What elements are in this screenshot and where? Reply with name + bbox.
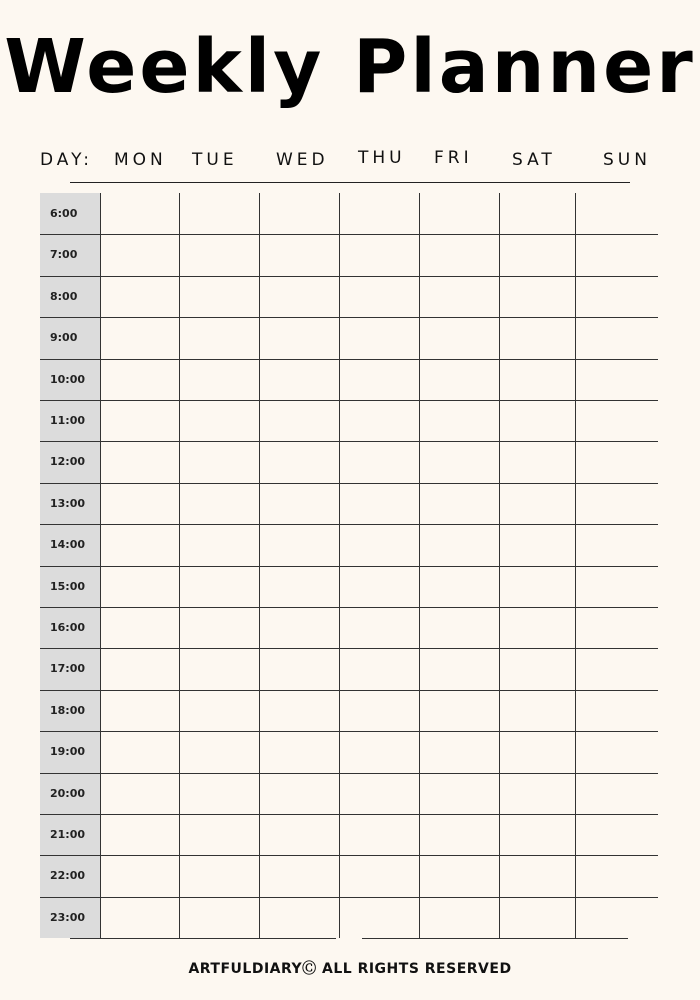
day-header-row <box>0 146 700 176</box>
row-divider <box>40 400 658 401</box>
time-label: 9:00 <box>50 331 78 344</box>
time-label: 22:00 <box>50 869 86 882</box>
row-divider <box>40 897 658 898</box>
row-divider <box>40 359 658 360</box>
time-label: 8:00 <box>50 290 78 303</box>
row-divider <box>40 690 658 691</box>
day-label-fri: FRI <box>434 148 473 168</box>
time-label: 12:00 <box>50 455 86 468</box>
time-label: 21:00 <box>50 828 86 841</box>
row-divider <box>40 648 658 649</box>
day-label-sat: SAT <box>512 150 556 170</box>
row-divider <box>40 814 658 815</box>
time-label: 13:00 <box>50 497 86 510</box>
time-label: 16:00 <box>50 621 86 634</box>
time-label: 11:00 <box>50 414 86 427</box>
row-divider <box>40 276 658 277</box>
row-divider <box>40 607 658 608</box>
row-divider <box>40 483 658 484</box>
page-title: Weekly Planner <box>4 24 696 110</box>
copyright-footer: ARTFULDIARYⒸ ALL RIGHTS RESERVED <box>188 961 512 977</box>
row-divider <box>40 566 658 567</box>
time-label: 10:00 <box>50 373 86 386</box>
column-divider <box>499 193 500 938</box>
time-label: 17:00 <box>50 662 86 675</box>
row-divider <box>40 773 658 774</box>
day-label-sun: SUN <box>603 150 651 170</box>
time-label: 15:00 <box>50 580 86 593</box>
row-divider <box>40 855 658 856</box>
day-label-tue: TUE <box>192 150 238 170</box>
column-divider <box>339 193 340 938</box>
time-label: 19:00 <box>50 745 86 758</box>
time-label: 18:00 <box>50 704 86 717</box>
row-divider <box>40 317 658 318</box>
column-divider <box>100 193 101 938</box>
column-divider <box>419 193 420 938</box>
column-divider <box>259 193 260 938</box>
day-label-mon: MON <box>114 150 167 170</box>
row-divider <box>40 524 658 525</box>
row-divider <box>40 731 658 732</box>
time-label: 7:00 <box>50 248 78 261</box>
bottom-line-left <box>70 938 336 939</box>
column-divider <box>575 193 576 938</box>
time-label: 6:00 <box>50 207 78 220</box>
planner-grid <box>40 193 658 938</box>
time-label: 23:00 <box>50 911 86 924</box>
row-divider <box>40 234 658 235</box>
time-label: 14:00 <box>50 538 86 551</box>
day-label-wed: WED <box>276 150 329 170</box>
day-underline <box>70 182 630 183</box>
day-label-thu: THU <box>358 148 406 168</box>
bottom-line-right <box>362 938 628 939</box>
row-divider <box>40 441 658 442</box>
column-divider <box>179 193 180 938</box>
day-prefix-label: DAY: <box>40 150 93 170</box>
time-label: 20:00 <box>50 787 86 800</box>
